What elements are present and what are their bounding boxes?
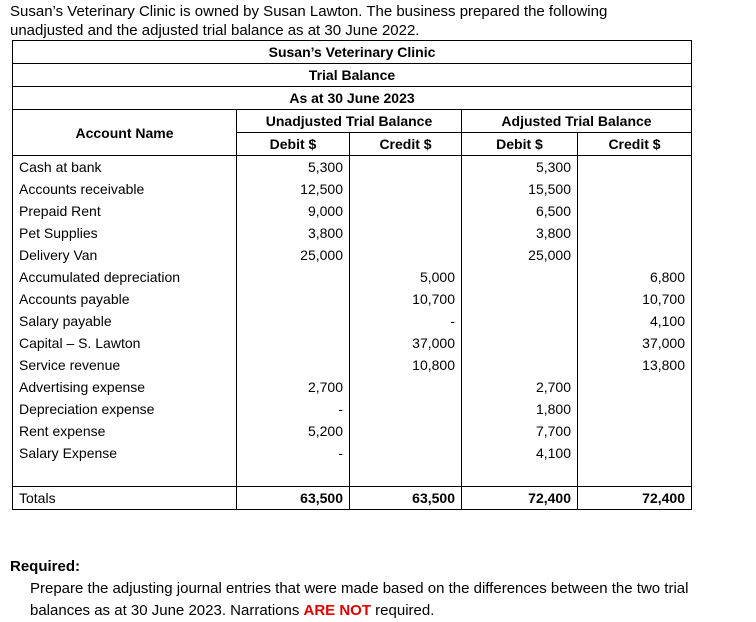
company-name: Susan’s Veterinary Clinic: [13, 41, 692, 64]
unadjusted-credit-cell: [350, 222, 462, 244]
required-emphasis: ARE NOT: [303, 602, 372, 619]
totals-label: Totals: [13, 487, 237, 510]
table-row: [13, 178, 692, 200]
adjusted-debit-cell: [462, 354, 578, 376]
totals-unadjusted-credit: 63,500: [350, 487, 462, 510]
unadjusted-credit-cell: [350, 398, 462, 420]
account-name-cell: Accounts payable: [13, 288, 237, 310]
adjusted-debit-cell: [462, 288, 578, 310]
report-date: As at 30 June 2023: [13, 87, 692, 110]
intro-line-2: unadjusted and the adjusted trial balance as at 30 June 2022.: [10, 22, 420, 39]
adjusted-credit-cell: 6,800: [578, 266, 692, 288]
adjusted-debit-cell: 15,500: [462, 178, 578, 200]
table-row: [13, 420, 692, 442]
adjusted-debit-header: Debit $: [462, 133, 578, 156]
unadjusted-debit-cell: [237, 310, 350, 332]
account-name-cell: Depreciation expense: [13, 398, 237, 420]
required-title: Required:: [10, 558, 81, 575]
adjusted-debit-cell: 1,800: [462, 398, 578, 420]
unadjusted-debit-cell: 2,700: [237, 376, 350, 398]
adjusted-debit-cell: 25,000: [462, 244, 578, 266]
adjusted-credit-cell: 37,000: [578, 332, 692, 354]
account-name-cell: Salary Expense: [13, 442, 237, 464]
account-name-cell: Rent expense: [13, 420, 237, 442]
adjusted-credit-cell: 10,700: [578, 288, 692, 310]
unadjusted-debit-cell: 9,000: [237, 200, 350, 222]
required-text-after: required.: [371, 602, 435, 619]
adjusted-header: Adjusted Trial Balance: [462, 110, 692, 133]
adjusted-credit-cell: 4,100: [578, 310, 692, 332]
totals-adjusted-debit: 72,400: [462, 487, 578, 510]
adjusted-credit-cell: [578, 244, 692, 266]
required-section: [10, 556, 746, 622]
adjusted-debit-cell: 4,100: [462, 442, 578, 464]
adjusted-credit-cell: 13,800: [578, 354, 692, 376]
account-rows: [13, 156, 692, 465]
unadjusted-credit-cell: [350, 420, 462, 442]
adjusted-credit-cell: [578, 398, 692, 420]
table-row: [13, 332, 692, 354]
account-name-cell: Service revenue: [13, 354, 237, 376]
unadjusted-debit-cell: 5,300: [237, 156, 350, 179]
totals-unadjusted-debit: 63,500: [237, 487, 350, 510]
adjusted-credit-cell: [578, 222, 692, 244]
unadjusted-credit-cell: [350, 200, 462, 222]
account-name-cell: Accumulated depreciation: [13, 266, 237, 288]
adjusted-credit-cell: [578, 376, 692, 398]
unadjusted-debit-cell: 12,500: [237, 178, 350, 200]
table-row: [13, 354, 692, 376]
account-name-cell: Prepaid Rent: [13, 200, 237, 222]
unadjusted-credit-cell: 37,000: [350, 332, 462, 354]
table-row: [13, 442, 692, 464]
account-name-cell: Delivery Van: [13, 244, 237, 266]
unadjusted-debit-cell: -: [237, 398, 350, 420]
unadjusted-debit-cell: [237, 332, 350, 354]
table-row: [13, 288, 692, 310]
unadjusted-credit-cell: [350, 156, 462, 179]
required-text-before: Prepare the adjusting journal entries that were made based on the differences between the two trial balances as at 30 June 2023. Narrations: [30, 580, 689, 619]
unadjusted-debit-cell: [237, 288, 350, 310]
adjusted-credit-cell: [578, 420, 692, 442]
totals-row: [13, 487, 692, 510]
unadjusted-debit-cell: 5,200: [237, 420, 350, 442]
unadjusted-credit-cell: 10,800: [350, 354, 462, 376]
account-name-cell: Cash at bank: [13, 156, 237, 179]
account-name-cell: Accounts receivable: [13, 178, 237, 200]
unadjusted-header: Unadjusted Trial Balance: [237, 110, 462, 133]
trial-balance-table: [12, 40, 692, 510]
unadjusted-credit-cell: [350, 244, 462, 266]
account-name-cell: Capital – S. Lawton: [13, 332, 237, 354]
adjusted-credit-cell: [578, 200, 692, 222]
totals-adjusted-credit: 72,400: [578, 487, 692, 510]
intro-line-1: Susan’s Veterinary Clinic is owned by Susan Lawton. The business prepared the following: [10, 3, 608, 20]
table-row: [13, 156, 692, 179]
unadjusted-credit-cell: [350, 376, 462, 398]
account-name-cell: Salary payable: [13, 310, 237, 332]
table-row: [13, 310, 692, 332]
unadjusted-debit-header: Debit $: [237, 133, 350, 156]
table-row: [13, 376, 692, 398]
required-text: [30, 578, 746, 622]
unadjusted-debit-cell: [237, 354, 350, 376]
adjusted-debit-cell: [462, 310, 578, 332]
report-title: Trial Balance: [13, 64, 692, 87]
unadjusted-credit-cell: 10,700: [350, 288, 462, 310]
table-row: [13, 222, 692, 244]
adjusted-debit-cell: 2,700: [462, 376, 578, 398]
adjusted-debit-cell: 7,700: [462, 420, 578, 442]
unadjusted-credit-header: Credit $: [350, 133, 462, 156]
account-name-cell: Pet Supplies: [13, 222, 237, 244]
adjusted-debit-cell: [462, 332, 578, 354]
adjusted-debit-cell: 3,800: [462, 222, 578, 244]
adjusted-debit-cell: [462, 266, 578, 288]
unadjusted-debit-cell: 25,000: [237, 244, 350, 266]
table-row: [13, 200, 692, 222]
adjusted-debit-cell: 6,500: [462, 200, 578, 222]
adjusted-credit-cell: [578, 156, 692, 179]
unadjusted-credit-cell: -: [350, 310, 462, 332]
unadjusted-credit-cell: [350, 442, 462, 464]
intro-paragraph: [10, 2, 740, 40]
adjusted-credit-header: Credit $: [578, 133, 692, 156]
table-row: [13, 244, 692, 266]
unadjusted-debit-cell: 3,800: [237, 222, 350, 244]
unadjusted-debit-cell: [237, 266, 350, 288]
table-row: [13, 398, 692, 420]
adjusted-credit-cell: [578, 178, 692, 200]
table-row: [13, 266, 692, 288]
adjusted-debit-cell: 5,300: [462, 156, 578, 179]
unadjusted-credit-cell: 5,000: [350, 266, 462, 288]
unadjusted-credit-cell: [350, 178, 462, 200]
unadjusted-debit-cell: -: [237, 442, 350, 464]
adjusted-credit-cell: [578, 442, 692, 464]
account-name-header: Account Name: [13, 110, 237, 156]
account-name-cell: Advertising expense: [13, 376, 237, 398]
